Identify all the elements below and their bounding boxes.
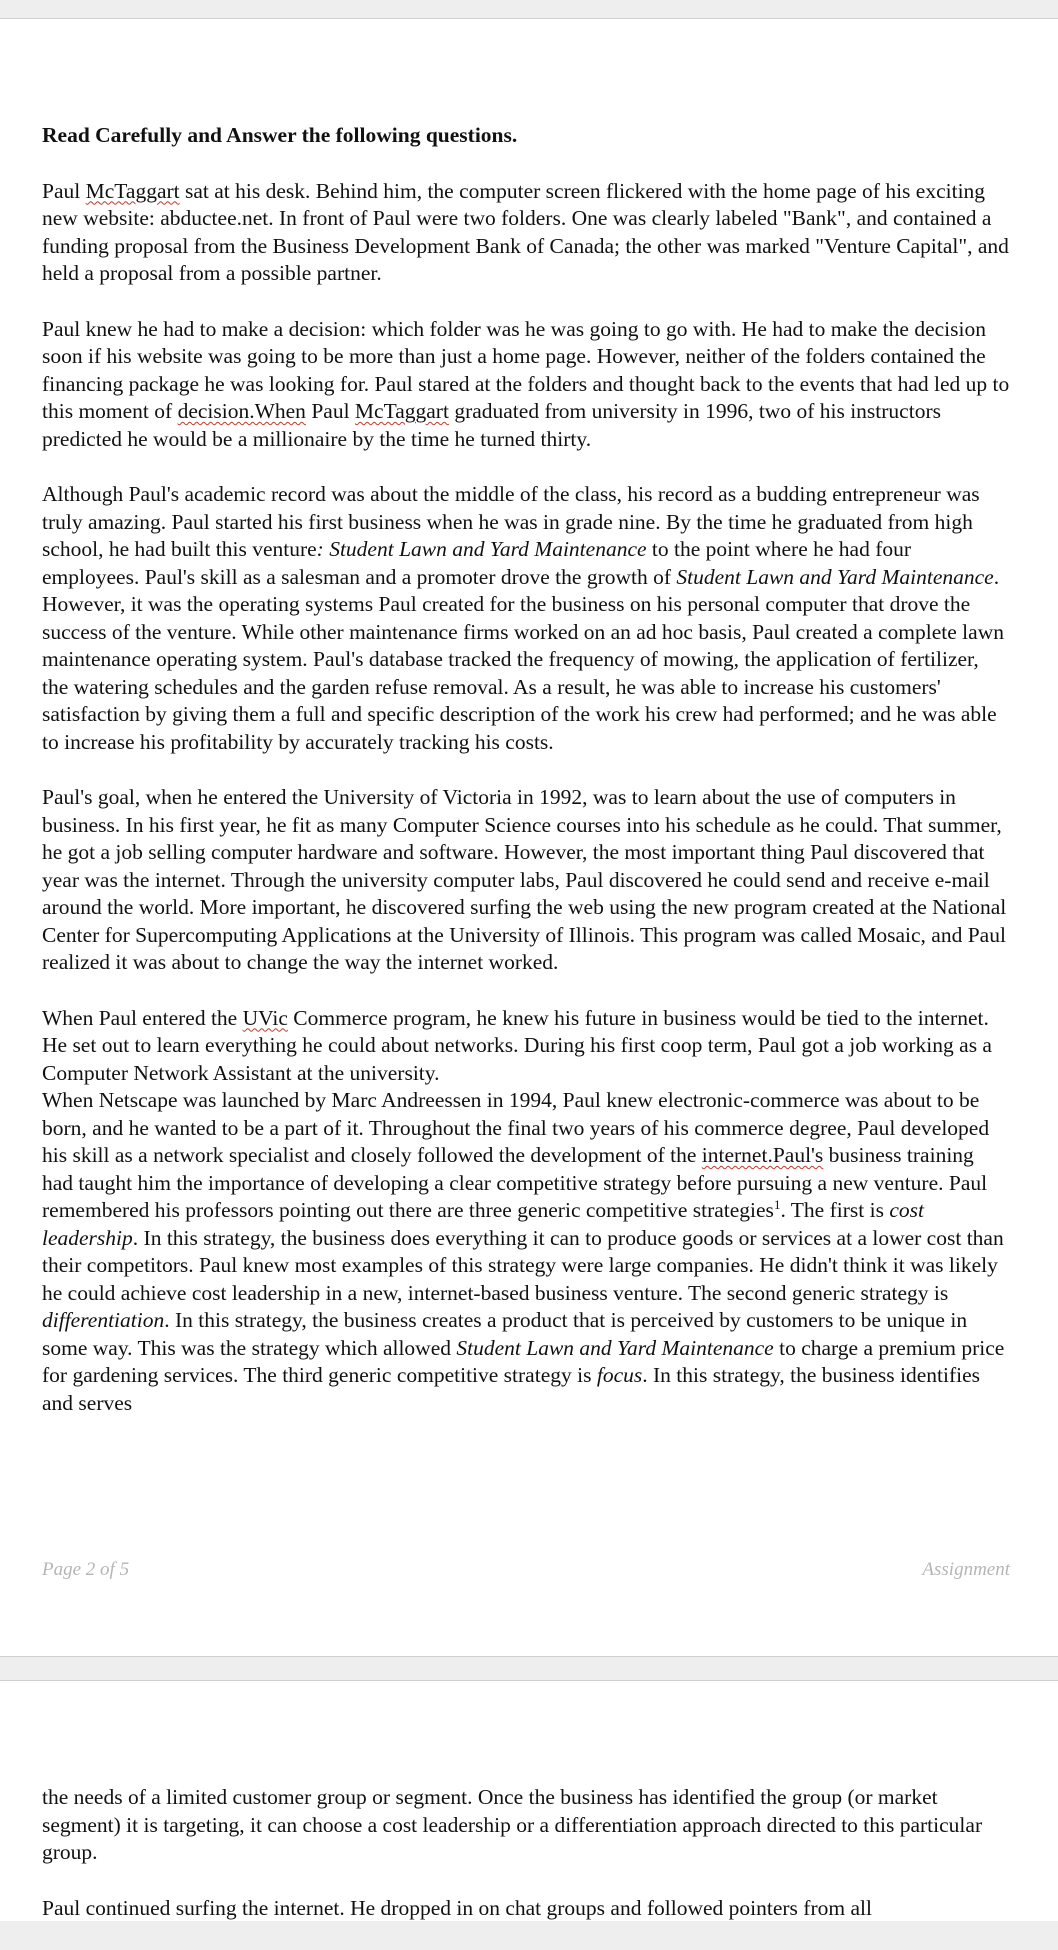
document-page	[0, 19, 1058, 1656]
page-content	[42, 122, 1010, 1445]
page-content	[42, 1784, 1010, 1950]
page-footer	[42, 1559, 1010, 1581]
spellcheck-word[interactable]: internet.Paul's	[701, 1143, 824, 1167]
paragraph-4: Paul's goal, when he entered the University of Victoria in 1992, was to learn about the use of computers in business. In his first year, he fit as many Computer Science courses into his schedule as he could. That summer, he got a job selling computer hardware and software. However, the most important thing Paul discovered that year was the internet. Through the university computer labs, Paul discovered he could send and receive e-mail around the world. More important, he discovered surfing the web using the new program created at the National Center for Supercomputing Applications at the University of Illinois. This program was called Mosaic, and Paul realized it was about to change the way the internet worked.	[42, 785, 1007, 974]
paragraph-7: the needs of a limited customer group or segment. Once the business has identified the group (or market segment) it is targeting, it can choose a cost leadership or a differentiation approach directed to this particular group.	[42, 1785, 983, 1864]
paragraph-2: Paul knew he had to make a decision: which folder was he was going to go with. He had to make the decision soon if his website was going to be more than just a home page. However, neither of the folders contained the financing package he was looking for. Paul stared at the folders and thought back to the events that had led up to this moment of decision.When Paul McTaggart graduated from university in 1996, two of his instructors predicted he would be a millionaire by the time he turned thirty.	[42, 316, 1010, 451]
spellcheck-word[interactable]: McTaggart	[354, 399, 449, 423]
assignment-heading: Read Carefully and Answer the following questions.	[42, 123, 518, 147]
paragraph-1: Paul McTaggart sat at his desk. Behind him, the computer screen flickered with the home page of his exciting new website: abductee.net. In front of Paul were two folders. One was clearly labeled "Bank", and contained a funding proposal from the Business Development Bank of Canada; the other was marked "Venture Capital", and held a proposal from a possible partner.	[42, 178, 1009, 285]
page-separator	[0, 1656, 1058, 1681]
document-page	[0, 1680, 1058, 1921]
paragraph-6: When Netscape was launched by Marc Andreessen in 1994, Paul knew electronic-commerce was about to be born, and he wanted to be a part of it. Throughout the final two years of his commerce degree, Paul developed his skill as a network specialist and closely followed the development of the internet.Paul's business training had taught him the importance of developing a clear competitive strategy before pursuing a new venture. Paul remembered his professors pointing out there are three generic competitive strategies$^1$. The first is cost leadership. In this strategy, the business does everything it can to produce goods or services at a lower cost than their competitors. Paul knew most examples of this strategy were large companies. He didn't think it was likely he could achieve cost leadership in a new, internet-based business venture. The second generic strategy is differentiation. In this strategy, the business creates a product that is perceived by customers to be unique in some way. This was the strategy which allowed Student Lawn and Yard Maintenance to charge a premium price for gardening services. The third generic competitive strategy is focus. In this strategy, the business identifies and serves	[42, 1088, 1005, 1415]
paragraph-5: When Paul entered the UVic Commerce program, he knew his future in business would be tied to the internet. He set out to learn everything he could about networks. During his first coop term, Paul got a job working as a Computer Network Assistant at the university.	[42, 1005, 992, 1085]
spellcheck-word[interactable]: decision.When	[177, 399, 306, 423]
viewer-top-bar	[0, 0, 1058, 19]
paragraph-3: Although Paul's academic record was about the middle of the class, his record as a budding entrepreneur was truly amazing. Paul started his first business when he was in grade nine. By the time he graduated from high school, he had built this venture: Student Lawn and Yard Maintenance to the point where he had four employees. Paul's skill as a salesman and a promoter drove the growth of Student Lawn and Yard Maintenance. However, it was the operating systems Paul created for the business on his personal computer that drove the success of the venture. While other maintenance firms worked on an ad hoc basis, Paul created a complete lawn maintenance operating system. Paul's database tracked the frequency of mowing, the application of fertilizer, the watering schedules and the garden refuse removal. As a result, he was able to increase his customers' satisfaction by giving them a full and specific description of the work his crew had performed; and he was able to increase his profitability by accurately tracking his costs.	[42, 482, 1004, 754]
footnote-ref: 1	[773, 1197, 781, 1212]
page-number: Page 2 of 5	[42, 1559, 130, 1580]
footer-label: Assignment	[922, 1559, 1010, 1580]
spellcheck-word[interactable]: McTaggart	[85, 178, 180, 203]
paragraph-8: Paul continued surfing the internet. He dropped in on chat groups and followed pointers from all	[42, 1895, 872, 1920]
spellcheck-word[interactable]: UVic	[242, 1005, 288, 1030]
